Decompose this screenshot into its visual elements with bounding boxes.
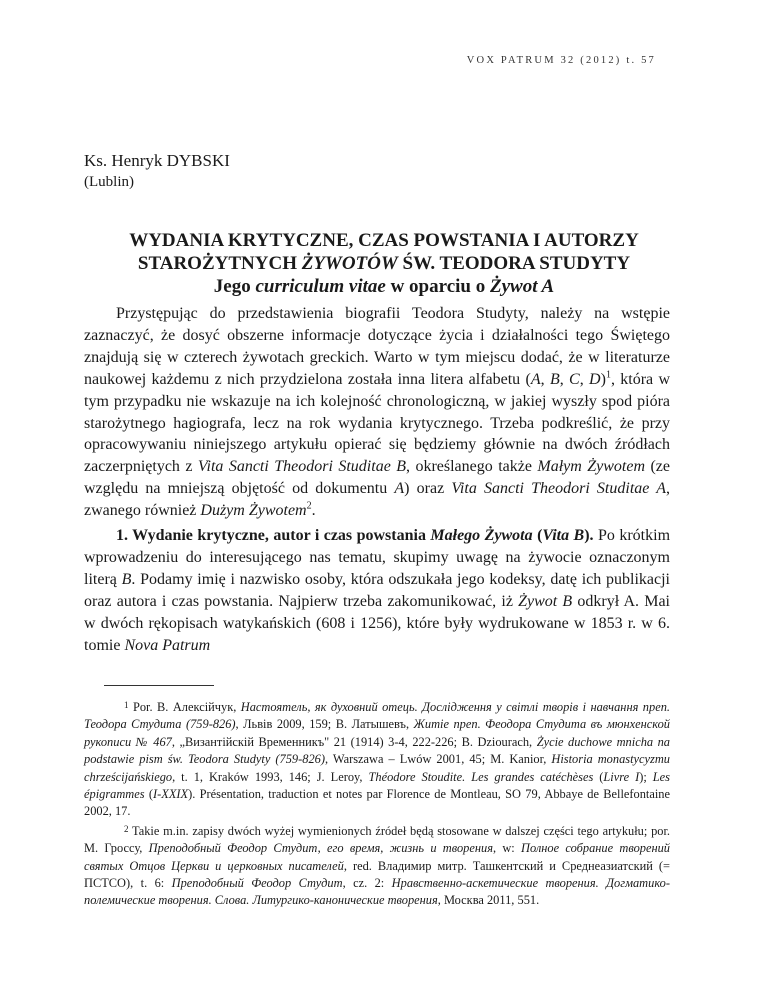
footnote-italic-text: Преподобный Феодор Студит, его время, жизнь и творения (148, 841, 493, 856)
running-head: VOX PATRUM 32 (2012) t. 57 (466, 55, 656, 66)
footnote-text: , „Византійскій Временникъ" 21 (1914) 3-4, 222-226; B. Dziourach, (171, 734, 537, 749)
footnote-text: , w: (492, 841, 522, 856)
paragraph-intro: Przystępując do przedstawienia biografii Teodora Studyty, należy na wstępie zaznaczyć, że dosyć obszerne informacje dotyczące życia i działalności tego Świętego znajdują się w czterech żywotach greckich. Warto w tym miejscu dodać, że w literaturze naukowej każdemu z nich przydzielona została inna litera alfabetu (A, B, C, D)$^1$, która w tym przypadku nie wskazuje na ich kolejność chronologiczną, w jakiej wyszły spod pióra starożytnego hagiografa, lecz na rok wydania krytycznego. Trzeba podkreślić, że przy opracowywaniu niniejszego artykułu opierać się będziemy głównie na dwóch źródłach zaczerpniętych z Vita Sancti Theodori Studitae B, określanego także Małym Żywotem (ze względu na mniejszą objętość od dokumentu A) oraz Vita Sancti Theodori Studitae A, zwanego również Dużym Żywotem$^2$. (84, 305, 671, 520)
footnote-1 (84, 697, 670, 821)
footnote-text: , Москва 2011, 551. (437, 893, 540, 908)
footnote-text: , cz. 2: (342, 876, 392, 891)
footnote-italic-text: Livre I (603, 769, 640, 784)
footnote-italic-text: Życie duchowe mnicha na podstawie pism św. Teodora Studyty (759-826) (84, 734, 670, 767)
footnote-text: Por. В. Алексійчук, (128, 700, 241, 714)
footnote-italic-text: Théodore Stoudite. Les grandes catéchèses (368, 769, 594, 784)
footnote-ref-1[interactable]: 1 (605, 369, 611, 381)
author-affiliation: (Lublin) (84, 174, 134, 190)
author-name: Ks. Henryk DYBSKI (84, 151, 230, 170)
footnote-text: ); (639, 769, 653, 784)
footnote-text: , t. 1, Kraków 1993, 146; J. Leroy, (172, 769, 369, 784)
footnote-text: , red. Владимир митр. Ташкентский и Среднеазиатский (= ПСТСО), t. 6: (84, 858, 670, 891)
footnote-text: , Warszawa – Lwów 2001, 45; M. Kanior, (324, 752, 552, 767)
footnote-number: 2 (124, 823, 129, 834)
title-line-1: WYDANIA KRYTYCZNE, CZAS POWSTANIA I AUTORZY (129, 230, 639, 251)
footnote-number: 1 (124, 700, 129, 710)
footnote-text: Takie m.in. zapisy dwóch wyżej wymienionych źródeł będą stosowane w dalszej części tego artykułu; por. M. Гроссу, (84, 823, 670, 856)
footnote-italic-text: Нравственно-аскетические творения. Догматико-полемические творения. Слова. Литургико-канонические творения (84, 876, 670, 908)
title-line-3-subtitle: Jego curriculum vitae w oparciu o Żywot A (213, 276, 555, 297)
footnote-italic-text: Настоятель, як духовний отець. Дослідження у світлі творів і навчання преп. Теодора Студита (759-826) (84, 700, 670, 732)
footnotes (84, 697, 670, 910)
footnote-text: ( (144, 787, 154, 802)
footnote-ref-2[interactable]: 2 (306, 500, 312, 512)
footnote-text: ). Présentation, traduction et notes par Florence de Montleau, SO 79, Abbaye de Bellefontaine 2002, 17. (84, 787, 670, 819)
footnote-italic-text: Les épigrammes (84, 769, 670, 802)
title-line-2: STAROŻYTNYCH ŻYWOTÓW ŚW. TEODORA STUDYTY (137, 253, 631, 274)
section-1: 1. Wydanie krytyczne, autor i czas powstania Małego Żywota (Vita B). Po krótkim wprowadzeniu do interesującego nas tematu, skupimy uwagę na żywocie oznaczonym literą B. Podamy imię i nazwisko osoby, która odszukała jego kodeksy, datę ich publikacji oraz autora i czas powstania. Najpierw trzeba zakomunikować, iż Żywot B odkrył A. Mai w dwóch rękopisach watykańskich (608 i 1256), które były wydrukowane w 1853 r. w 6. tomie Nova Patrum (84, 527, 671, 654)
footnote-italic-text: Historia monastycyzmu chrześcijańskiego (84, 752, 670, 784)
article-title (70, 229, 698, 298)
footnote-italic-text: Житіе преп. Феодора Студита въ мюнхенской рукописи № 467 (84, 717, 670, 749)
section-1-heading: 1. Wydanie krytyczne, autor i czas powstania Małego Żywota (Vita B). (116, 527, 594, 544)
footnote-italic-text: Полное собрание творений святых Отцов Церкви и церковных писателей (84, 841, 670, 873)
footnote-italic-text: I-XXIX (153, 787, 189, 802)
footnote-text: ( (593, 769, 604, 784)
footnote-separator (104, 685, 214, 686)
footnote-text: , Львів 2009, 159; В. Латышевъ, (235, 717, 414, 732)
footnote-2 (84, 821, 670, 910)
author-block (84, 150, 230, 192)
footnote-italic-text: Преподобный Феодор Студит (171, 876, 343, 891)
